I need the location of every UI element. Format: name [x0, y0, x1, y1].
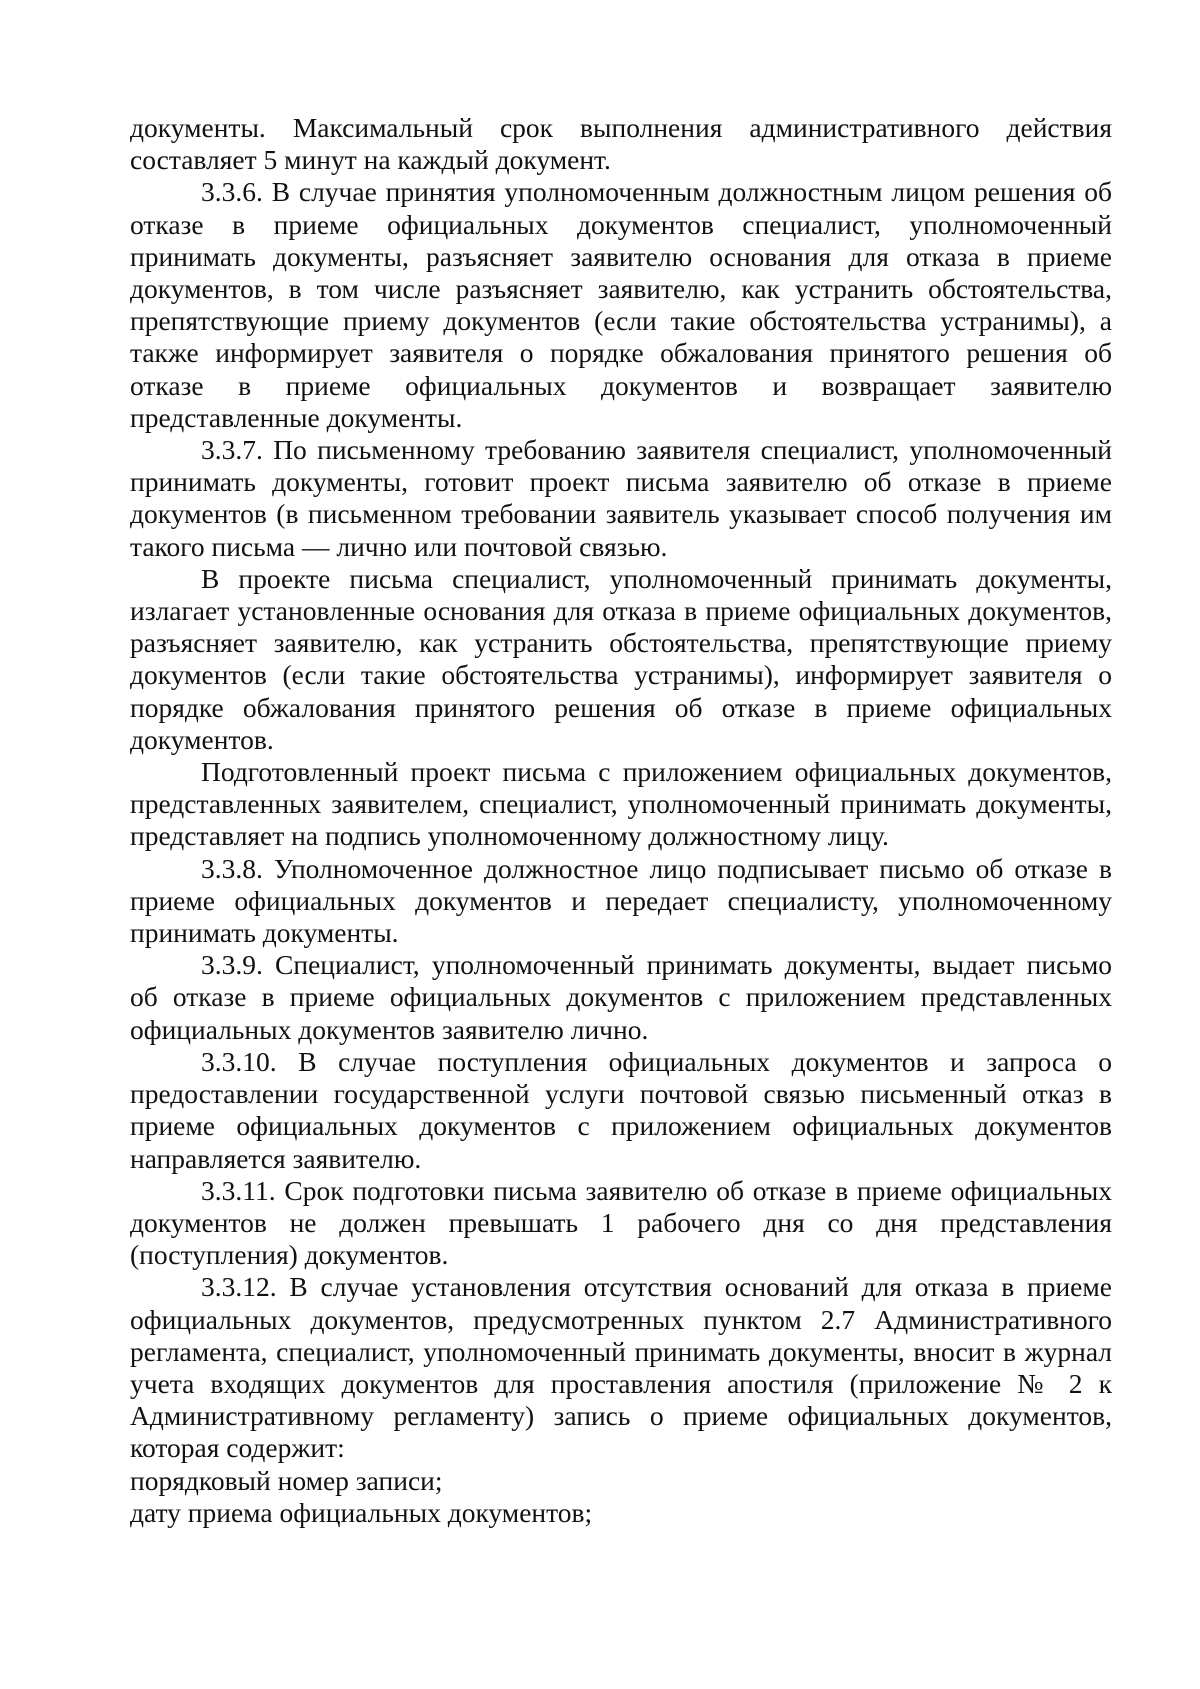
- paragraph-3-3-10: 3.3.10. В случае поступления официальных документов и запроса о предоставлении государственной услуги почтовой связью письменный отказ в приеме официальных документов с приложением официальных документов направляется заявителю.: [130, 1045, 1112, 1174]
- paragraph-3-3-7: 3.3.7. По письменному требованию заявителя специалист, уполномоченный принимать документы, готовит проект письма заявителю об отказе в приеме документов (в письменном требовании заявитель указывает способ получения им такого письма — лично или почтовой связью.: [130, 434, 1112, 562]
- paragraph-3-3-8: 3.3.8. Уполномоченное должностное лицо подписывает письмо об отказе в приеме официальных документов и передает специалисту, уполномоченному принимать документы.: [130, 852, 1112, 949]
- list-item-record-number: порядковый номер записи;: [130, 1464, 443, 1496]
- paragraph-3-3-11: 3.3.11. Срок подготовки письма заявителю об отказе в приеме официальных документов не должен превышать 1 рабочего дня со дня представления (поступления) документов.: [130, 1174, 1112, 1271]
- paragraph-3-3-12: 3.3.12. В случае установления отсутствия оснований для отказа в приеме официальных документов, предусмотренных пунктом 2.7 Административного регламента, специалист, уполномоченный принимать документы, вносит в журнал учета входящих документов для проставления апостиля (приложение № 2 к Административному регламенту) запись о приеме официальных документов, которая содержит:: [130, 1271, 1112, 1464]
- document-body: [130, 112, 1112, 1529]
- paragraph-3-3-6: 3.3.6. В случае принятия уполномоченным должностным лицом решения об отказе в приеме официальных документов специалист, уполномоченный принимать документы, разъясняет заявителю основания для отказа в приеме документов, в том числе разъясняет заявителю, как устранить обстоятельства, препятствующие приему документов (если такие обстоятельства устранимы), а также информирует заявителя о порядке обжалования принятого решения об отказе в приеме официальных документов и возвращает заявителю представленные документы.: [130, 176, 1112, 433]
- paragraph-letter-draft: В проекте письма специалист, уполномоченный принимать документы, излагает установленные основания для отказа в приеме официальных документов, разъясняет заявителю, как устранить обстоятельства, препятствующие приему документов (если такие обстоятельства устранимы), информирует заявителя о порядке обжалования принятого решения об отказе в приеме официальных документов.: [130, 562, 1112, 755]
- list-item-receipt-date: дату приема официальных документов;: [130, 1496, 593, 1528]
- paragraph-continuation: документы. Максимальный срок выполнения административного действия составляет 5 минут на каждый документ.: [130, 112, 1112, 176]
- paragraph-3-3-9: 3.3.9. Специалист, уполномоченный принимать документы, выдает письмо об отказе в приеме официальных документов с приложением представленных официальных документов заявителю лично.: [130, 949, 1112, 1045]
- paragraph-prepared-draft: Подготовленный проект письма с приложением официальных документов, представленных заявителем, специалист, уполномоченный принимать документы, представляет на подпись уполномоченному должностному лицу.: [130, 756, 1112, 852]
